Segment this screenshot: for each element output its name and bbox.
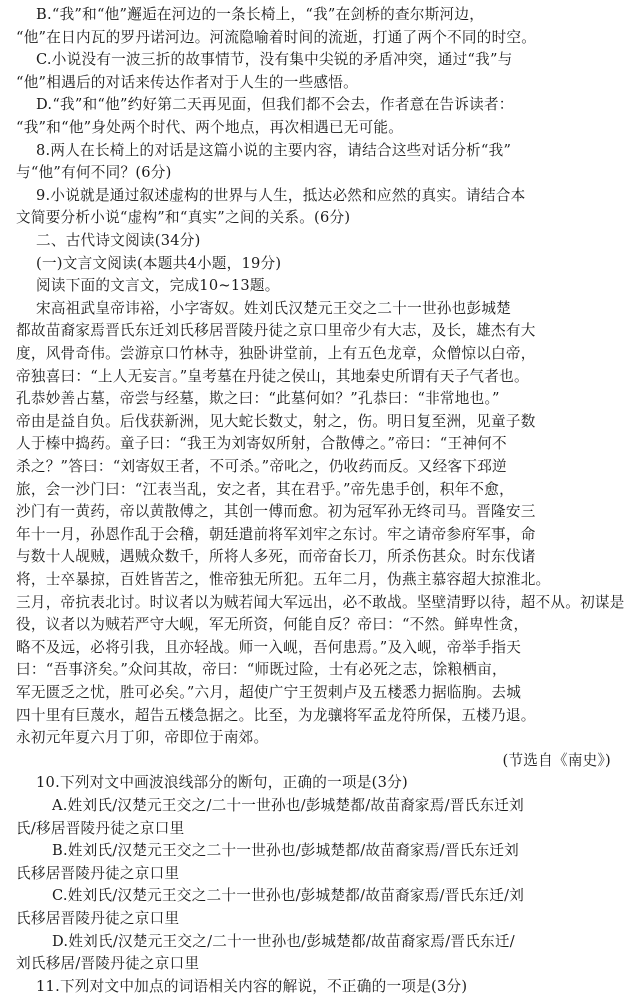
passage-line: 永初元年夏六月丁卯，帝即位于南郊。	[16, 729, 269, 747]
option-b-line-2: “他”在日内瓦的罗丹诺河边。河流隐喻着时间的流逝，打通了两个不同的时空。	[16, 28, 537, 46]
passage-line: 曰：“吾事济矣。”众问其故，帝曰：“师既过险，士有必死之志，馀粮栖亩，	[16, 661, 507, 679]
choice-d-line-1: D.姓刘氏/汉楚元王交之/二十一世孙也/彭城楚都/故苗裔家焉/晋氏东迁/	[52, 932, 515, 950]
passage-line: 杀之？”答曰：“刘寄奴王者，不可杀。”帝叱之，仍收药而反。又经客下邳逆	[16, 458, 507, 475]
option-b-line-1: B.“我”和“他”邂逅在河边的一条长椅上，“我”在剑桥的查尔斯河边，	[36, 6, 485, 23]
passage-line: 帝由是益自负。后伐获新洲，见大蛇长数丈，射之，伤。明日复至洲，见童子数	[16, 412, 536, 430]
option-d-line-1: D.“我”和“他”约好第二天再见面，但我们都不会去，作者意在告诉读者：	[36, 96, 514, 114]
question-10-stem: 10.下列对文中画波浪线部分的断句，正确的一项是(3分)	[36, 774, 408, 792]
passage-line: 四十里有巨蔑水，超告五楼急据之。比至，为龙骧将军孟龙符所保，五楼乃退。	[16, 706, 536, 724]
question-9-line-1: 9.小说就是通过叙述虚构的世界与人生，抵达必然和应然的真实。请结合本	[36, 186, 526, 204]
question-8-line-1: 8.两人在长椅上的对话是这篇小说的主要内容，请结合这些对话分析“我”	[36, 141, 512, 159]
option-d-line-2: “我”和“他”身处两个时代、两个地点，再次相遇已无可能。	[16, 119, 404, 136]
question-8-line-2: 与“他”有何不同？(6分)	[16, 164, 172, 182]
passage-line: 人于榛中捣药。童子曰：“我王为刘寄奴所射，合散傅之。”帝曰：“王神何不	[16, 435, 507, 453]
passage-line: 宋高祖武皇帝讳裕，小字寄奴。姓刘氏汉楚元王交之二十一世孙也彭城楚	[36, 299, 512, 317]
passage-line: 旅，会一沙门曰：“江表当乱，安之者，其在君乎。”帝先患手创，积年不愈，	[16, 480, 514, 498]
section-heading: 二、古代诗文阅读(34分)	[36, 232, 201, 249]
choice-a-line-2: 氏/移居晋陵丹徒之京口里	[16, 819, 185, 837]
passage-line: 役，议者以为贼若严守大岘，军无所资，何能自反？帝曰：“不然。鲜卑性贪，	[16, 616, 529, 634]
choice-b-line-2: 氏移居晋陵丹徒之京口里	[16, 864, 180, 882]
subsection-heading: (一)文言文阅读(本题共4小题，19分)	[36, 254, 282, 272]
choice-c-line-2: 氏移居晋陵丹徒之京口里	[16, 910, 180, 927]
choice-b-line-1: B.姓刘氏/汉楚元王交之二十一世孙也/彭城楚都/故苗裔家焉/晋氏东迁刘	[52, 842, 520, 860]
question-9-line-2: 文简要分析小说“虚构”和“真实”之间的关系。(6分)	[16, 209, 351, 227]
passage-line: 度，风骨奇伟。尝游京口竹林寺，独卧讲堂前，上有五色龙章，众僧惊以白帝，	[16, 345, 536, 362]
option-c-line-1: C.小说没有一波三折的故事情节，没有集中尖锐的矛盾冲突，通过“我”与	[36, 51, 513, 69]
reading-instruction: 阅读下面的文言文，完成10~13题。	[36, 277, 280, 295]
option-c-line-2: “他”相遇后的对话来传达作者对于人生的一些感悟。	[16, 73, 358, 91]
choice-d-line-2: 刘氏移居/晋陵丹徒之京口里	[16, 955, 200, 973]
passage-line: 三月，帝抗表北讨。时议者以为贼若闻大军远出，必不敢战。坚壁清野以待，超不从。初谋是	[16, 593, 625, 611]
choice-c-line-1: C.姓刘氏/汉楚元王交之二十一世孙也/彭城楚都/故苗裔家焉/晋氏东迁/刘	[52, 887, 525, 905]
passage-line: 都故苗裔家焉晋氏东迁刘氏移居晋陵丹徒之京口里帝少有大志，及长，雄杰有大	[16, 322, 536, 340]
passage-line: 与数十人觇贼，遇贼众数千，所将人多死，而帝奋长刀，所杀伤甚众。时东伐诸	[16, 548, 536, 566]
choice-a-line-1: A.姓刘氏/汉楚元王交之/二十一世孙也/彭城楚都/故苗裔家焉/晋氏东迁刘	[52, 797, 524, 814]
passage-line: 孔恭妙善占墓，帝尝与经墓，欺之曰：“此墓何如？”孔恭曰：“非常地也。”	[16, 390, 500, 408]
source-citation: (节选自《南史》)	[502, 751, 611, 769]
passage-line: 沙门有一黄药，帝以黄散傅之，其创一傅而愈。初为冠军孙无终司马。晋隆安三	[16, 503, 536, 521]
question-11-stem: 11.下列对文中加点的词语相关内容的解说，不正确的一项是(3分)	[36, 977, 468, 995]
passage-line: 年十一月，孙恩作乱于会稽，朝廷遣前将军刘牢之东讨。牢之请帝参府军事，命	[16, 525, 536, 543]
passage-line: 将，士卒暴掠，百姓皆苦之，惟帝独无所犯。五年二月，伪燕主慕容超大掠淮北。	[16, 571, 551, 588]
passage-line: 略不及远，必将引我，且亦轻战。师一入岘，吾何患焉。”及入岘，帝举手指天	[16, 638, 522, 656]
passage-line: 帝独喜曰：“上人无妄言。”皇考墓在丹徒之侯山，其地秦史所谓有天子气者也。	[16, 367, 529, 385]
passage-line: 军无匮乏之忧，胜可必矣。”六月，超使广宁王贺剌卢及五楼悉力据临朐。去城	[16, 684, 522, 701]
